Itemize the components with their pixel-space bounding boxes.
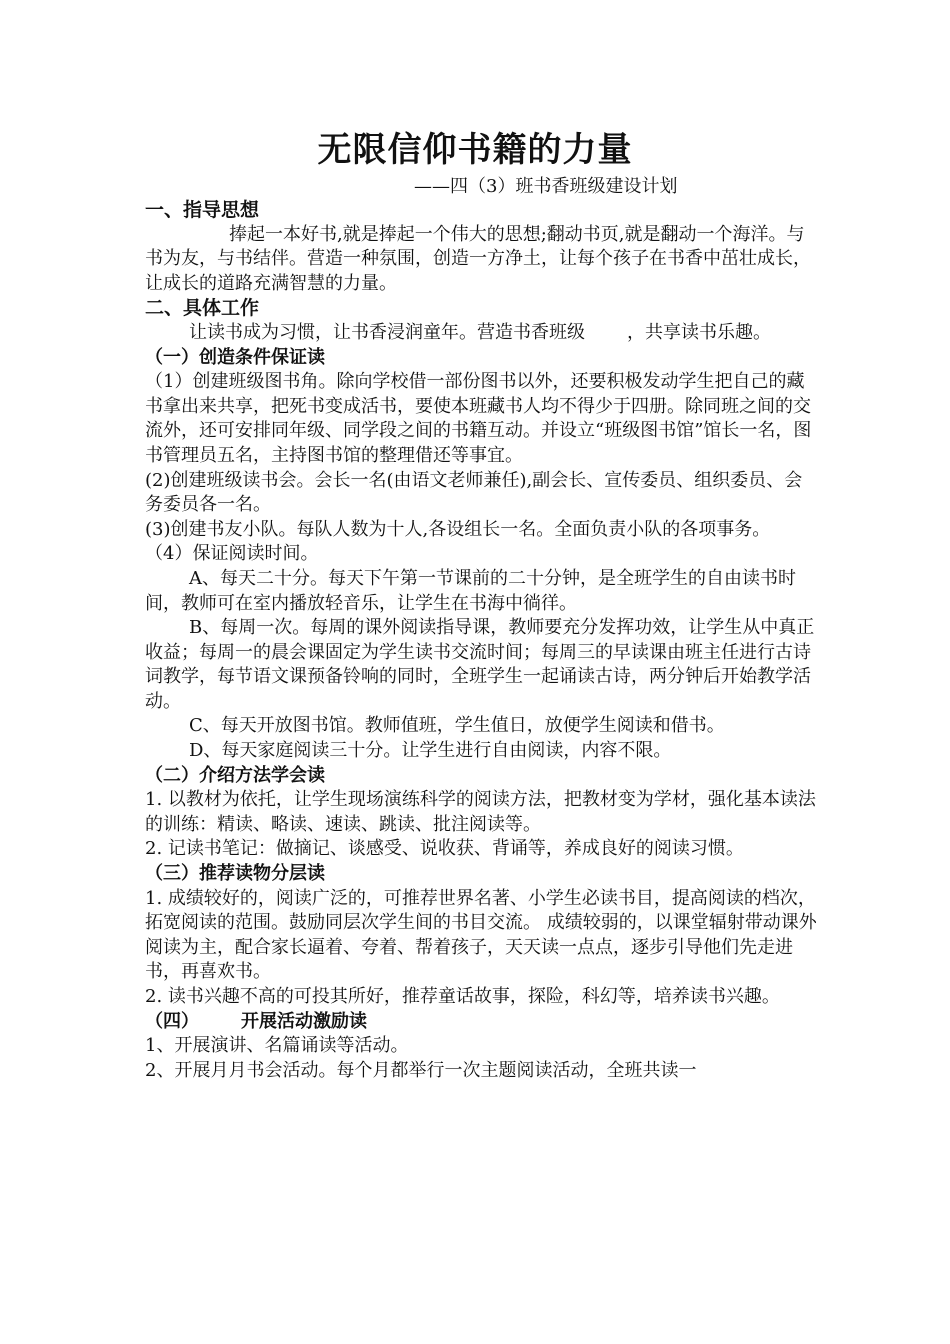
paragraph-1-4-a: A、每天二十分。每天下午第一节课前的二十分钟，是全班学生的自由读书时间，教师可在室内播放轻音乐，让学生在书海中徜徉。 — [145, 567, 796, 614]
subsection-heading-4 — [145, 1010, 817, 1035]
paragraph-1-1: （1）创建班级图书角。除向学校借一部份图书以外，还要积极发动学生把自己的藏书拿出来共享，把死书变成活书，要使本班藏书人均不得少于四册。除同班之间的交流外，还可安排同年级、同学段之间的书籍互动。并设立“班级图书馆”馆长一名，图书管理员五名，主持图书馆的整理借还等事宜。 — [145, 371, 812, 466]
paragraph-1-4-c: C、每天开放图书馆。教师值班，学生值日，放便学生阅读和借书。 — [189, 715, 725, 737]
paragraph-1-4: （4）保证阅读时间。 — [145, 543, 319, 565]
document-title: 无限信仰书籍的力量 — [317, 130, 633, 170]
paragraph-3-1: 1. 成绩较好的，阅读广泛的，可推荐世界名著、小学生必读书目，提高阅读的档次，拓宽阅读的范围。鼓励同层次学生间的书目交流。 成绩较弱的，以课堂辐射带动课外阅读为主，配合家长逼着、夸着、帮着孩子，天天读一点点，逐步引导他们先走进书，再喜欢书。 — [145, 887, 817, 983]
heading-number: （四） — [145, 1010, 199, 1032]
document-subtitle: ——四（3）班书香班级建设计划 — [414, 176, 678, 197]
paragraph-1-3: (3)创建书友小队。每队人数为十人,各设组长一名。全面负责小队的各项事务。 — [145, 518, 771, 540]
paragraph-guiding-thought: 捧起一本好书,就是捧起一个伟大的思想;翻动书页,就是翻动一个海洋。与书为友，与书结伴。营造一种氛围，创造一方净土，让每个孩子在书香中茁壮成长，让成长的道路充满智慧的力量。 — [145, 223, 811, 294]
paragraph-1-4-d: D、每天家庭阅读三十分。让学生进行自由阅读，内容不限。 — [189, 740, 672, 762]
intro-text-a: 让读书成为习惯，让书香浸润童年。营造书香班级 — [189, 321, 585, 343]
heading-text: 二、具体工作 — [145, 297, 260, 320]
paragraph-4-1: 1、开展演讲、名篇诵读等活动。 — [145, 1035, 409, 1057]
paragraph-1-2: (2)创建班级读书会。会长一名(由语文老师兼任),副会长、宣传委员、组织委员、会务委员各一名。 — [145, 469, 803, 516]
subsection-heading-3: （三）推荐读物分层读 — [145, 863, 325, 885]
paragraph-2-1: 1. 以教材为依托，让学生现场演练科学的阅读方法，把教材变为学材，强化基本读法的训练：精读、略读、速读、跳读、批注阅读等。 — [145, 789, 816, 835]
heading-text: 开展活动激励读 — [241, 1010, 367, 1032]
document-body — [145, 198, 817, 1083]
section-heading-guiding-thought: 一、指导思想 — [145, 199, 260, 221]
paragraph-2-2: 2. 记读书笔记：做摘记、谈感受、说收获、背诵等，养成良好的阅读习惯。 — [145, 838, 744, 860]
paragraph-4-2: 2、开展月月书会活动。每个月都举行一次主题阅读活动，全班共读一 — [145, 1059, 697, 1081]
subsection-heading-1: （一）创造条件保证读 — [145, 346, 325, 368]
paragraph-specific-work-intro — [145, 321, 817, 346]
subsection-heading-2: （二）介绍方法学会读 — [145, 764, 325, 786]
paragraph-3-2: 2. 读书兴趣不高的可投其所好，推荐童话故事，探险，科幻等，培养读书兴趣。 — [145, 986, 780, 1007]
intro-text-b: ，共享读书乐趣。 — [627, 321, 771, 343]
section-heading-specific-work — [145, 296, 817, 321]
paragraph-1-4-b: B、每周一次。每周的课外阅读指导课，教师要充分发挥功效，让学生从中真正收益；每周一的晨会课固定为学生读书交流时间；每周三的早读课由班主任进行古诗词教学，每节语文课预备铃响的同时，全班学生一起诵读古诗，两分钟后开始教学活动。 — [145, 617, 815, 712]
